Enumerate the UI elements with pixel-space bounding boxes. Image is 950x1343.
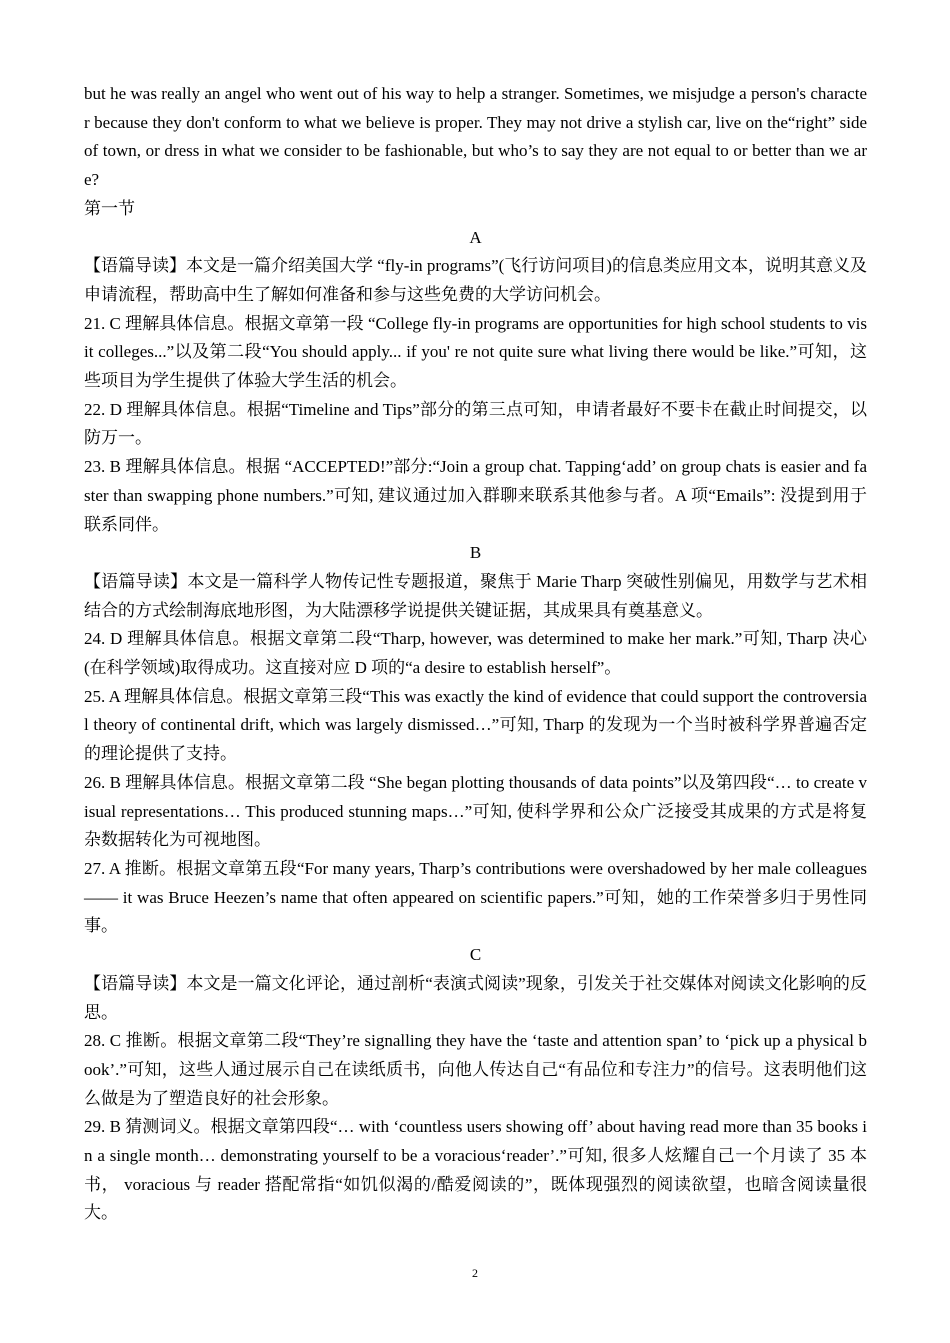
answer-21: 21. C 理解具体信息。根据文章第一段 “College fly-in programs are opportunities for high school students to visit colleges...”以及第二段“You should apply... if you' re not quite sure what living there would be like.”可知，这些项目为学生提供了体验大学生活的机会。 (84, 313, 867, 391)
passage-heading-b: B (469, 543, 482, 563)
passage-a-intro: 【语篇导读】本文是一篇介绍美国大学 “fly-in programs”(飞行访问项目)的信息类应用文本，说明其意义及申请流程，帮助高中生了解如何准备和参与这些免费的大学访问机会。 (84, 256, 867, 304)
passage-c-intro: 【语篇导读】本文是一篇文化评论，通过剖析“表演式阅读”现象，引发关于社交媒体对阅读文化影响的反思。 (84, 973, 867, 1022)
paragraph-story-ending: but he was really an angel who went out of his way to help a stranger. Sometimes, we misjudge a person's character because they don't conform to what we believe is proper. They may not drive a stylish car, live on the“right” side of town, or dress in what we consider to be fashionable, but who’s to say they are not equal to or better than we are? (84, 84, 867, 190)
page-body (84, 80, 867, 1228)
page-number: 2 (472, 1266, 478, 1280)
answer-28: 28. C 推断。根据文章第二段“They’re signalling they have the ‘taste and attention span’ to ‘pick up a physical book’.”可知，这些人通过展示自己在读纸质书，向他人传达自己“有品位和专注力”的信号。这表明他们这么做是为了塑造良好的社会形象。 (84, 1031, 867, 1108)
answer-23: 23. B 理解具体信息。根据 “ACCEPTED!”部分:“Join a group chat. Tapping‘add’ on group chats is easier and faster than swapping phone numbers.”可知, 建议通过加入群聊来联系其他参与者。A 项“Emails”: 没提到用于联系同伴。 (84, 457, 867, 534)
passage-b-intro: 【语篇导读】本文是一篇科学人物传记性专题报道，聚焦于 Marie Tharp 突破性别偏见，用数学与艺术相结合的方式绘制海底地形图，为大陆漂移学说提供关键证据，其成果具有奠基意义。 (84, 571, 867, 620)
answer-22: 22. D 理解具体信息。根据“Timeline and Tips”部分的第三点可知，申请者最好不要卡在截止时间提交，以防万一。 (84, 399, 867, 448)
passage-heading-c: C (469, 945, 482, 965)
answer-26: 26. B 理解具体信息。根据文章第二段 “She began plotting thousands of data points”以及第四段“… to create visual representations… This produced stunning maps…”可知, 使科学界和公众广泛接受其成果的方式是将复杂数据转化为可视地图。 (84, 772, 867, 850)
answer-27: 27. A 推断。根据文章第五段“For many years, Tharp’s contributions were overshadowed by her male colleagues —— it was Bruce Heezen’s name that often appeared on scientific papers.”可知，她的工作荣誉多归于男性同事。 (84, 858, 867, 936)
answer-24: 24. D 理解具体信息。根据文章第二段“Tharp, however, was determined to make her mark.”可知, Tharp 决心(在科学领域)取得成功。这直接对应 D 项的“a desire to establish herself”。 (84, 629, 867, 678)
section-label: 第一节 (84, 198, 135, 218)
answer-25: 25. A 理解具体信息。根据文章第三段“This was exactly the kind of evidence that could support the controversial theory of continental drift, which was largely dismissed…”可知, Tharp 的发现为一个当时被科学界普遍否定的理论提供了支持。 (84, 686, 867, 764)
passage-heading-a: A (469, 227, 482, 247)
answer-29: 29. B 猜测词义。根据文章第四段“… with ‘countless users showing off’ about having read more than 35 books in a single month… demonstrating yourself to be a voracious‘reader’.”可知, 很多人炫耀自己一个月读了 35 本书， voracious 与 reader 搭配常指“如饥似渴的/酷爱阅读的”，既体现强烈的阅读欲望，也暗含阅读量很大。 (84, 1117, 867, 1223)
